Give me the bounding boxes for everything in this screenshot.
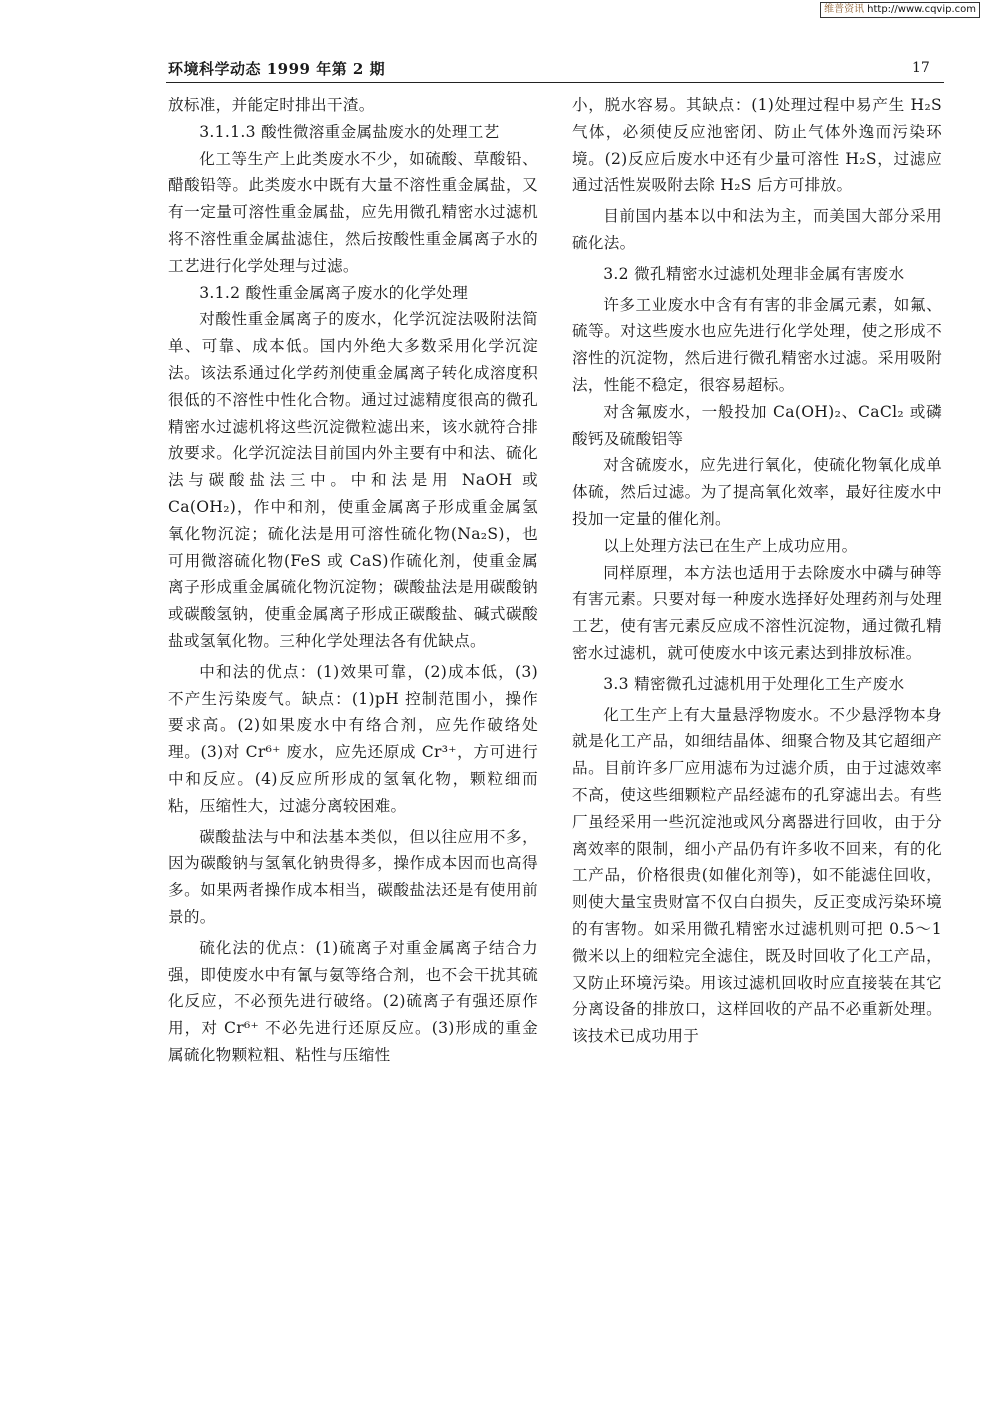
paragraph: 碳酸盐法与中和法基本类似，但以往应用不多，因为碳酸钠与氢氧化钠贵得多，操作成本因而也高得多。如果两者操作成本相当，碳酸盐法还是有使用前景的。 xyxy=(168,827,538,926)
header-rule xyxy=(166,82,944,83)
section-heading: 3.2 微孔精密水过滤机处理非金属有害废水 xyxy=(603,264,905,283)
paragraph: 对酸性重金属离子的废水，化学沉淀法吸附法简单、可靠、成本低。国内外绝大多数采用化学沉淀法。该法系通过化学药剂使重金属离子转化成溶度积很低的不溶性中性化合物。通过过滤精度很高的微孔精密水过滤机将这些沉淀微粒滤出来，该水就符合排放要求。化学沉淀法目前国内外主要有中和法、硫化法与碳酸盐法三中。中和法是用 NaOH 或 Ca(OH₂)，作中和剂，使重金属离子形成重金属氢氧化物沉淀；硫化法是用可溶性硫化物(Na₂S)，也可用微溶硫化物(FeS 或 CaS)作硫化剂，使重金属离子形成重金属硫化物沉淀物；碳酸盐法是用碳酸钠或碳酸氢钠，使重金属离子形成正碳酸盐、碱式碳酸盐或氢氧化物。三种化学处理法各有优缺点。 xyxy=(168,310,538,650)
watermark-text: 维普资讯 xyxy=(824,4,865,15)
section-heading: 3.3 精密微孔过滤机用于处理化工生产废水 xyxy=(603,674,905,693)
paragraph: 小，脱水容易。其缺点：(1)处理过程中易产生 H₂S 气体，必须使反应池密闭、防止气体外逸而污染环境。(2)反应后废水中还有少量可溶性 H₂S，过滤应通过活性炭吸附去除 H₂S 后方可排放。 xyxy=(572,96,942,195)
paragraph: 化工生产上有大量悬浮物废水。不少悬浮物本身就是化工产品，如细结晶体、细聚合物及其它超细产品。目前许多厂应用滤布为过滤介质，由于过滤效率不高，使这些细颗粒产品经滤布的孔穿滤出去。有些厂虽经采用一些沉淀池或风分离器进行回收，由于分离效率的限制，细小产品仍有许多收不回来，有的化工产品，价格很贵(如催化剂等)，如不能滤住回收，则使大量宝贵财富不仅白白损失，反正变成污染环境的有害物。如采用微孔精密水过滤机则可把 0.5～1 微米以上的细粒完全滤住，既及时回收了化工产品，又防止环境污染。用该过滤机回收时应直接装在其它分离设备的排放口，这样回收的产品不必重新处理。该技术已成功用于 xyxy=(572,705,942,1046)
paragraph: 硫化法的优点：(1)硫离子对重金属离子结合力强，即使废水中有氰与氨等络合剂，也不会干扰其硫化反应，不必预先进行破络。(2)硫离子有强还原作用，对 Cr⁶⁺ 不必先进行还原反应。(3)形成的重金属硫化物颗粒粗、粘性与压缩性 xyxy=(168,938,538,1064)
paragraph: 对含硫废水，应先进行氧化，使硫化物氧化成单体硫，然后过滤。为了提高氧化效率，最好往废水中投加一定量的催化剂。 xyxy=(572,456,942,528)
paragraph: 同样原理，本方法也适用于去除废水中磷与砷等有害元素。只要对每一种废水选择好处理药剂与处理工艺，使有害元素反应成不溶性沉淀物，通过微孔精密水过滤机，就可使废水中该元素达到排放标准。 xyxy=(572,563,942,662)
left-column xyxy=(168,92,538,1069)
paragraph: 中和法的优点：(1)效果可靠，(2)成本低，(3)不产生污染废气。缺点：(1)pH 控制范围小，操作要求高。(2)如果废水中有络合剂，应先作破络处理。(3)对 Cr⁶⁺ 废水，应先还原成 Cr³⁺，方可进行中和反应。(4)反应所形成的氢氧化物，颗粒细而粘，压缩性大，过滤分离较困难。 xyxy=(168,662,538,815)
page-number: 17 xyxy=(912,60,930,76)
paragraph: 放标准，并能定时排出干渣。 xyxy=(168,96,375,114)
paragraph: 目前国内基本以中和法为主，而美国大部分采用硫化法。 xyxy=(572,207,942,252)
running-head: 环境科学动态 1999 年第 2 期 xyxy=(168,60,386,78)
watermark-url: http://www.cqvip.com xyxy=(867,4,976,15)
watermark-badge xyxy=(820,2,980,18)
section-heading: 3.1.2 酸性重金属离子废水的化学处理 xyxy=(199,283,469,302)
section-heading: 3.1.1.3 酸性微溶重金属盐废水的处理工艺 xyxy=(199,122,500,141)
paragraph: 以上处理方法已在生产上成功应用。 xyxy=(603,536,858,555)
right-column xyxy=(572,92,942,1050)
paragraph: 化工等生产上此类废水不少，如硫酸、草酸铅、醋酸铅等。此类废水中既有大量不溶性重金属盐，又有一定量可溶性重金属盐，应先用微孔精密水过滤机将不溶性重金属盐滤住，然后按酸性重金属离子水的工艺进行化学处理与过滤。 xyxy=(168,149,538,275)
paragraph: 许多工业废水中含有有害的非金属元素，如氟、硫等。对这些废水也应先进行化学处理，使之形成不溶性的沉淀物，然后进行微孔精密水过滤。采用吸附法，性能不稳定，很容易超标。 xyxy=(572,295,942,394)
paragraph: 对含氟废水，一般投加 Ca(OH)₂、CaCl₂ 或磷酸钙及硫酸铝等 xyxy=(572,402,942,448)
